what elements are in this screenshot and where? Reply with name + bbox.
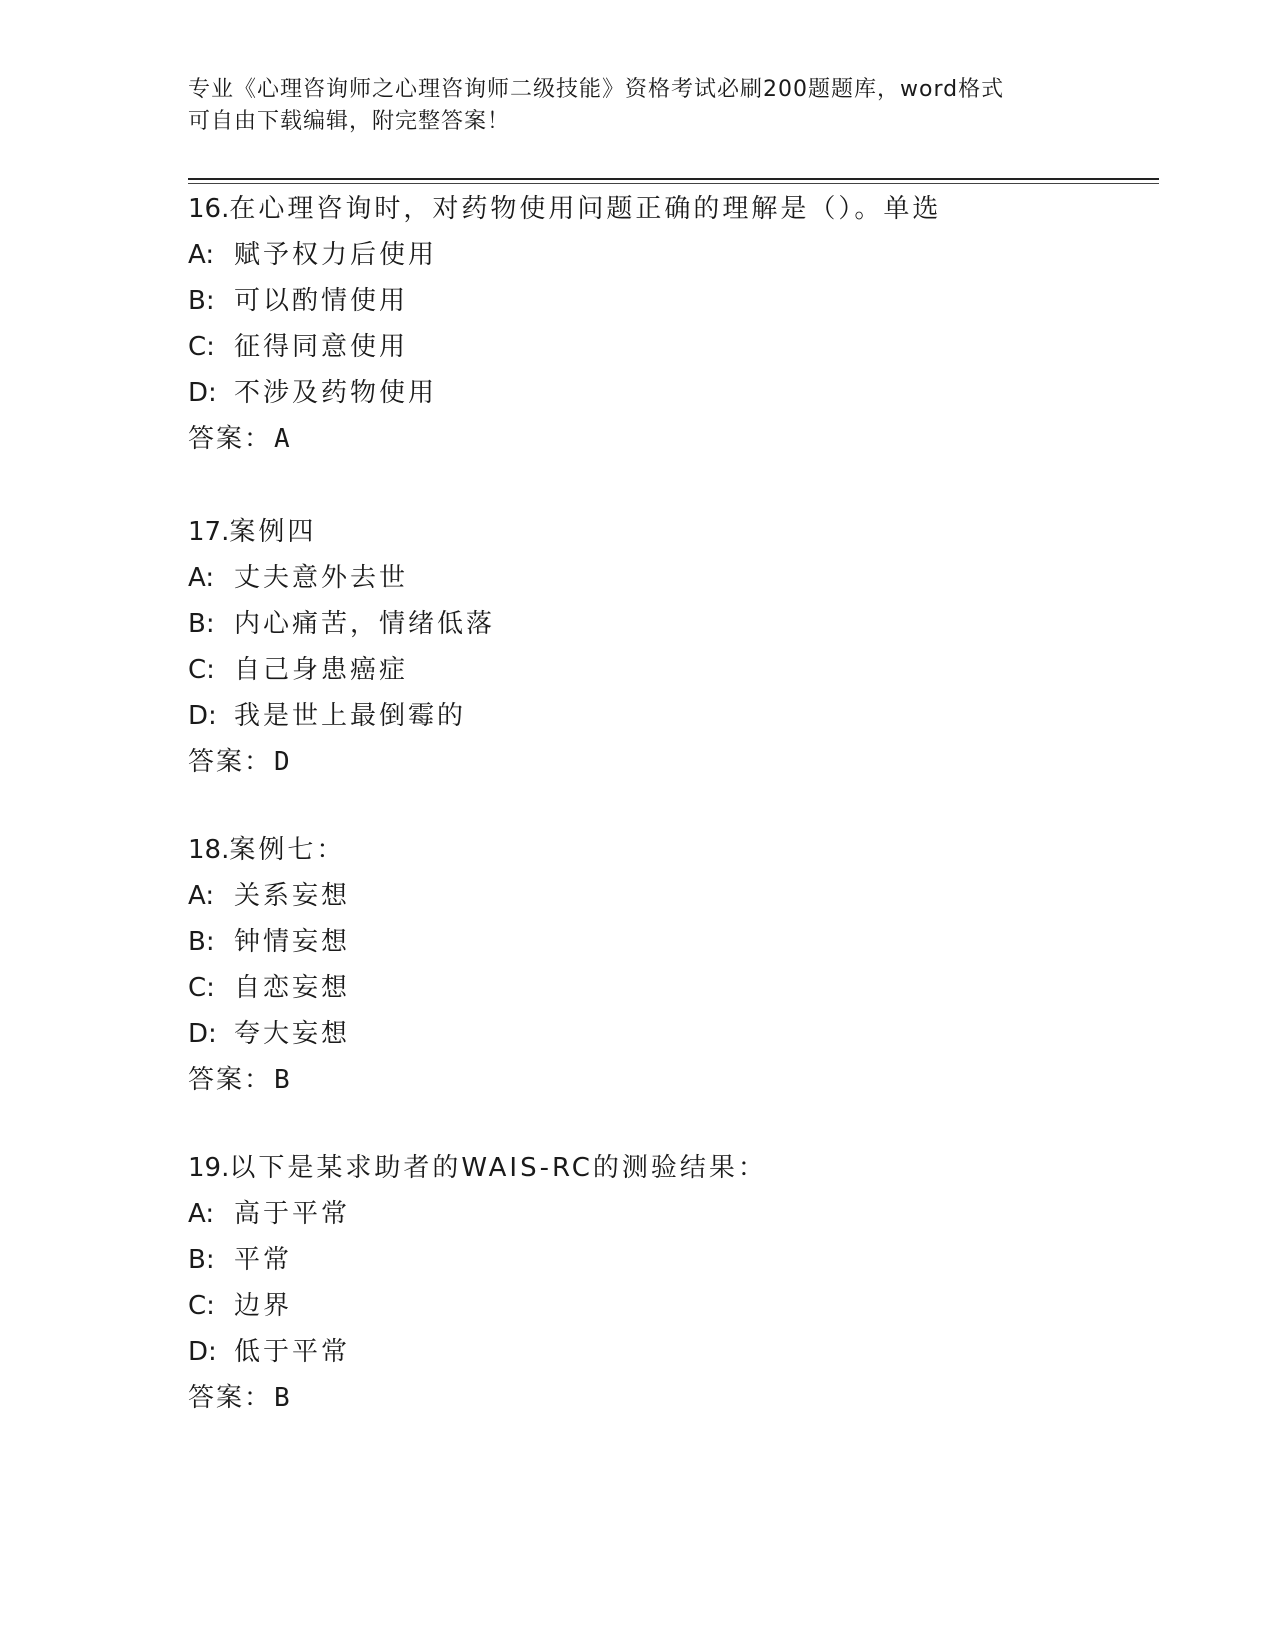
option-c bbox=[188, 1283, 1138, 1329]
option-key: C: bbox=[188, 973, 215, 1003]
answer-line bbox=[188, 416, 1138, 462]
option-text: 低于平常 bbox=[234, 1337, 351, 1367]
header-divider-thick bbox=[188, 178, 1159, 180]
question-19 bbox=[188, 1145, 1138, 1421]
option-a bbox=[188, 873, 1138, 919]
option-d bbox=[188, 693, 1138, 739]
option-a bbox=[188, 232, 1138, 278]
option-text: 边界 bbox=[234, 1291, 293, 1321]
option-d bbox=[188, 370, 1138, 416]
question-title bbox=[188, 186, 1138, 232]
option-text: 我是世上最倒霉的 bbox=[234, 701, 467, 731]
option-key: B: bbox=[188, 927, 215, 957]
question-number: 18. bbox=[188, 835, 230, 865]
option-text: 平常 bbox=[234, 1245, 293, 1275]
option-key: D: bbox=[188, 1337, 217, 1367]
question-16 bbox=[188, 186, 1138, 462]
option-key: B: bbox=[188, 286, 215, 316]
question-number: 17. bbox=[188, 517, 230, 547]
option-text: 不涉及药物使用 bbox=[234, 378, 438, 408]
question-text: 在心理咨询时，对药物使用问题正确的理解是（）。单选 bbox=[229, 194, 942, 224]
option-text: 钟情妄想 bbox=[234, 927, 351, 957]
document-header bbox=[188, 74, 1088, 138]
option-text: 征得同意使用 bbox=[234, 332, 409, 362]
option-key: A: bbox=[188, 240, 215, 270]
answer-label: 答案： bbox=[188, 1065, 273, 1095]
option-c bbox=[188, 965, 1138, 1011]
option-d bbox=[188, 1011, 1138, 1057]
question-number: 19. bbox=[188, 1153, 230, 1183]
option-text: 赋予权力后使用 bbox=[234, 240, 438, 270]
question-text: 以下是某求助者的WAIS-RC的测验结果： bbox=[229, 1153, 767, 1183]
option-text: 自己身患癌症 bbox=[234, 655, 409, 685]
option-a bbox=[188, 1191, 1138, 1237]
option-d bbox=[188, 1329, 1138, 1375]
option-b bbox=[188, 1237, 1138, 1283]
answer-value: B bbox=[274, 1065, 290, 1095]
header-divider-thin bbox=[188, 183, 1159, 184]
answer-value: A bbox=[274, 424, 290, 454]
answer-label: 答案： bbox=[188, 747, 273, 777]
option-b bbox=[188, 919, 1138, 965]
answer-line bbox=[188, 1057, 1138, 1103]
option-text: 可以酌情使用 bbox=[234, 286, 409, 316]
option-b bbox=[188, 601, 1138, 647]
option-text: 关系妄想 bbox=[234, 881, 351, 911]
option-text: 内心痛苦，情绪低落 bbox=[234, 609, 496, 639]
answer-label: 答案： bbox=[188, 424, 273, 454]
question-text: 案例七： bbox=[229, 835, 346, 865]
option-text: 丈夫意外去世 bbox=[234, 563, 409, 593]
header-line-2: 可自由下载编辑，附完整答案！ bbox=[188, 109, 511, 134]
option-text: 高于平常 bbox=[234, 1199, 351, 1229]
option-key: A: bbox=[188, 1199, 215, 1229]
question-title bbox=[188, 827, 1138, 873]
answer-value: B bbox=[274, 1383, 290, 1413]
question-17 bbox=[188, 509, 1138, 785]
option-key: B: bbox=[188, 609, 215, 639]
option-key: C: bbox=[188, 332, 215, 362]
option-c bbox=[188, 647, 1138, 693]
answer-value: D bbox=[274, 747, 290, 777]
answer-line bbox=[188, 739, 1138, 785]
answer-label: 答案： bbox=[188, 1383, 273, 1413]
option-a bbox=[188, 555, 1138, 601]
option-c bbox=[188, 324, 1138, 370]
option-key: D: bbox=[188, 701, 217, 731]
option-key: A: bbox=[188, 563, 215, 593]
option-key: C: bbox=[188, 1291, 215, 1321]
option-key: B: bbox=[188, 1245, 215, 1275]
option-b bbox=[188, 278, 1138, 324]
option-key: A: bbox=[188, 881, 215, 911]
question-18 bbox=[188, 827, 1138, 1103]
option-key: D: bbox=[188, 378, 217, 408]
option-key: C: bbox=[188, 655, 215, 685]
answer-line bbox=[188, 1375, 1138, 1421]
option-text: 夸大妄想 bbox=[234, 1019, 351, 1049]
option-key: D: bbox=[188, 1019, 217, 1049]
question-title bbox=[188, 509, 1138, 555]
header-line-1: 专业《心理咨询师之心理咨询师二级技能》资格考试必刷200题题库，word格式 bbox=[188, 77, 1005, 102]
question-title bbox=[188, 1145, 1138, 1191]
question-number: 16. bbox=[188, 194, 230, 224]
question-text: 案例四 bbox=[229, 517, 317, 547]
option-text: 自恋妄想 bbox=[234, 973, 351, 1003]
